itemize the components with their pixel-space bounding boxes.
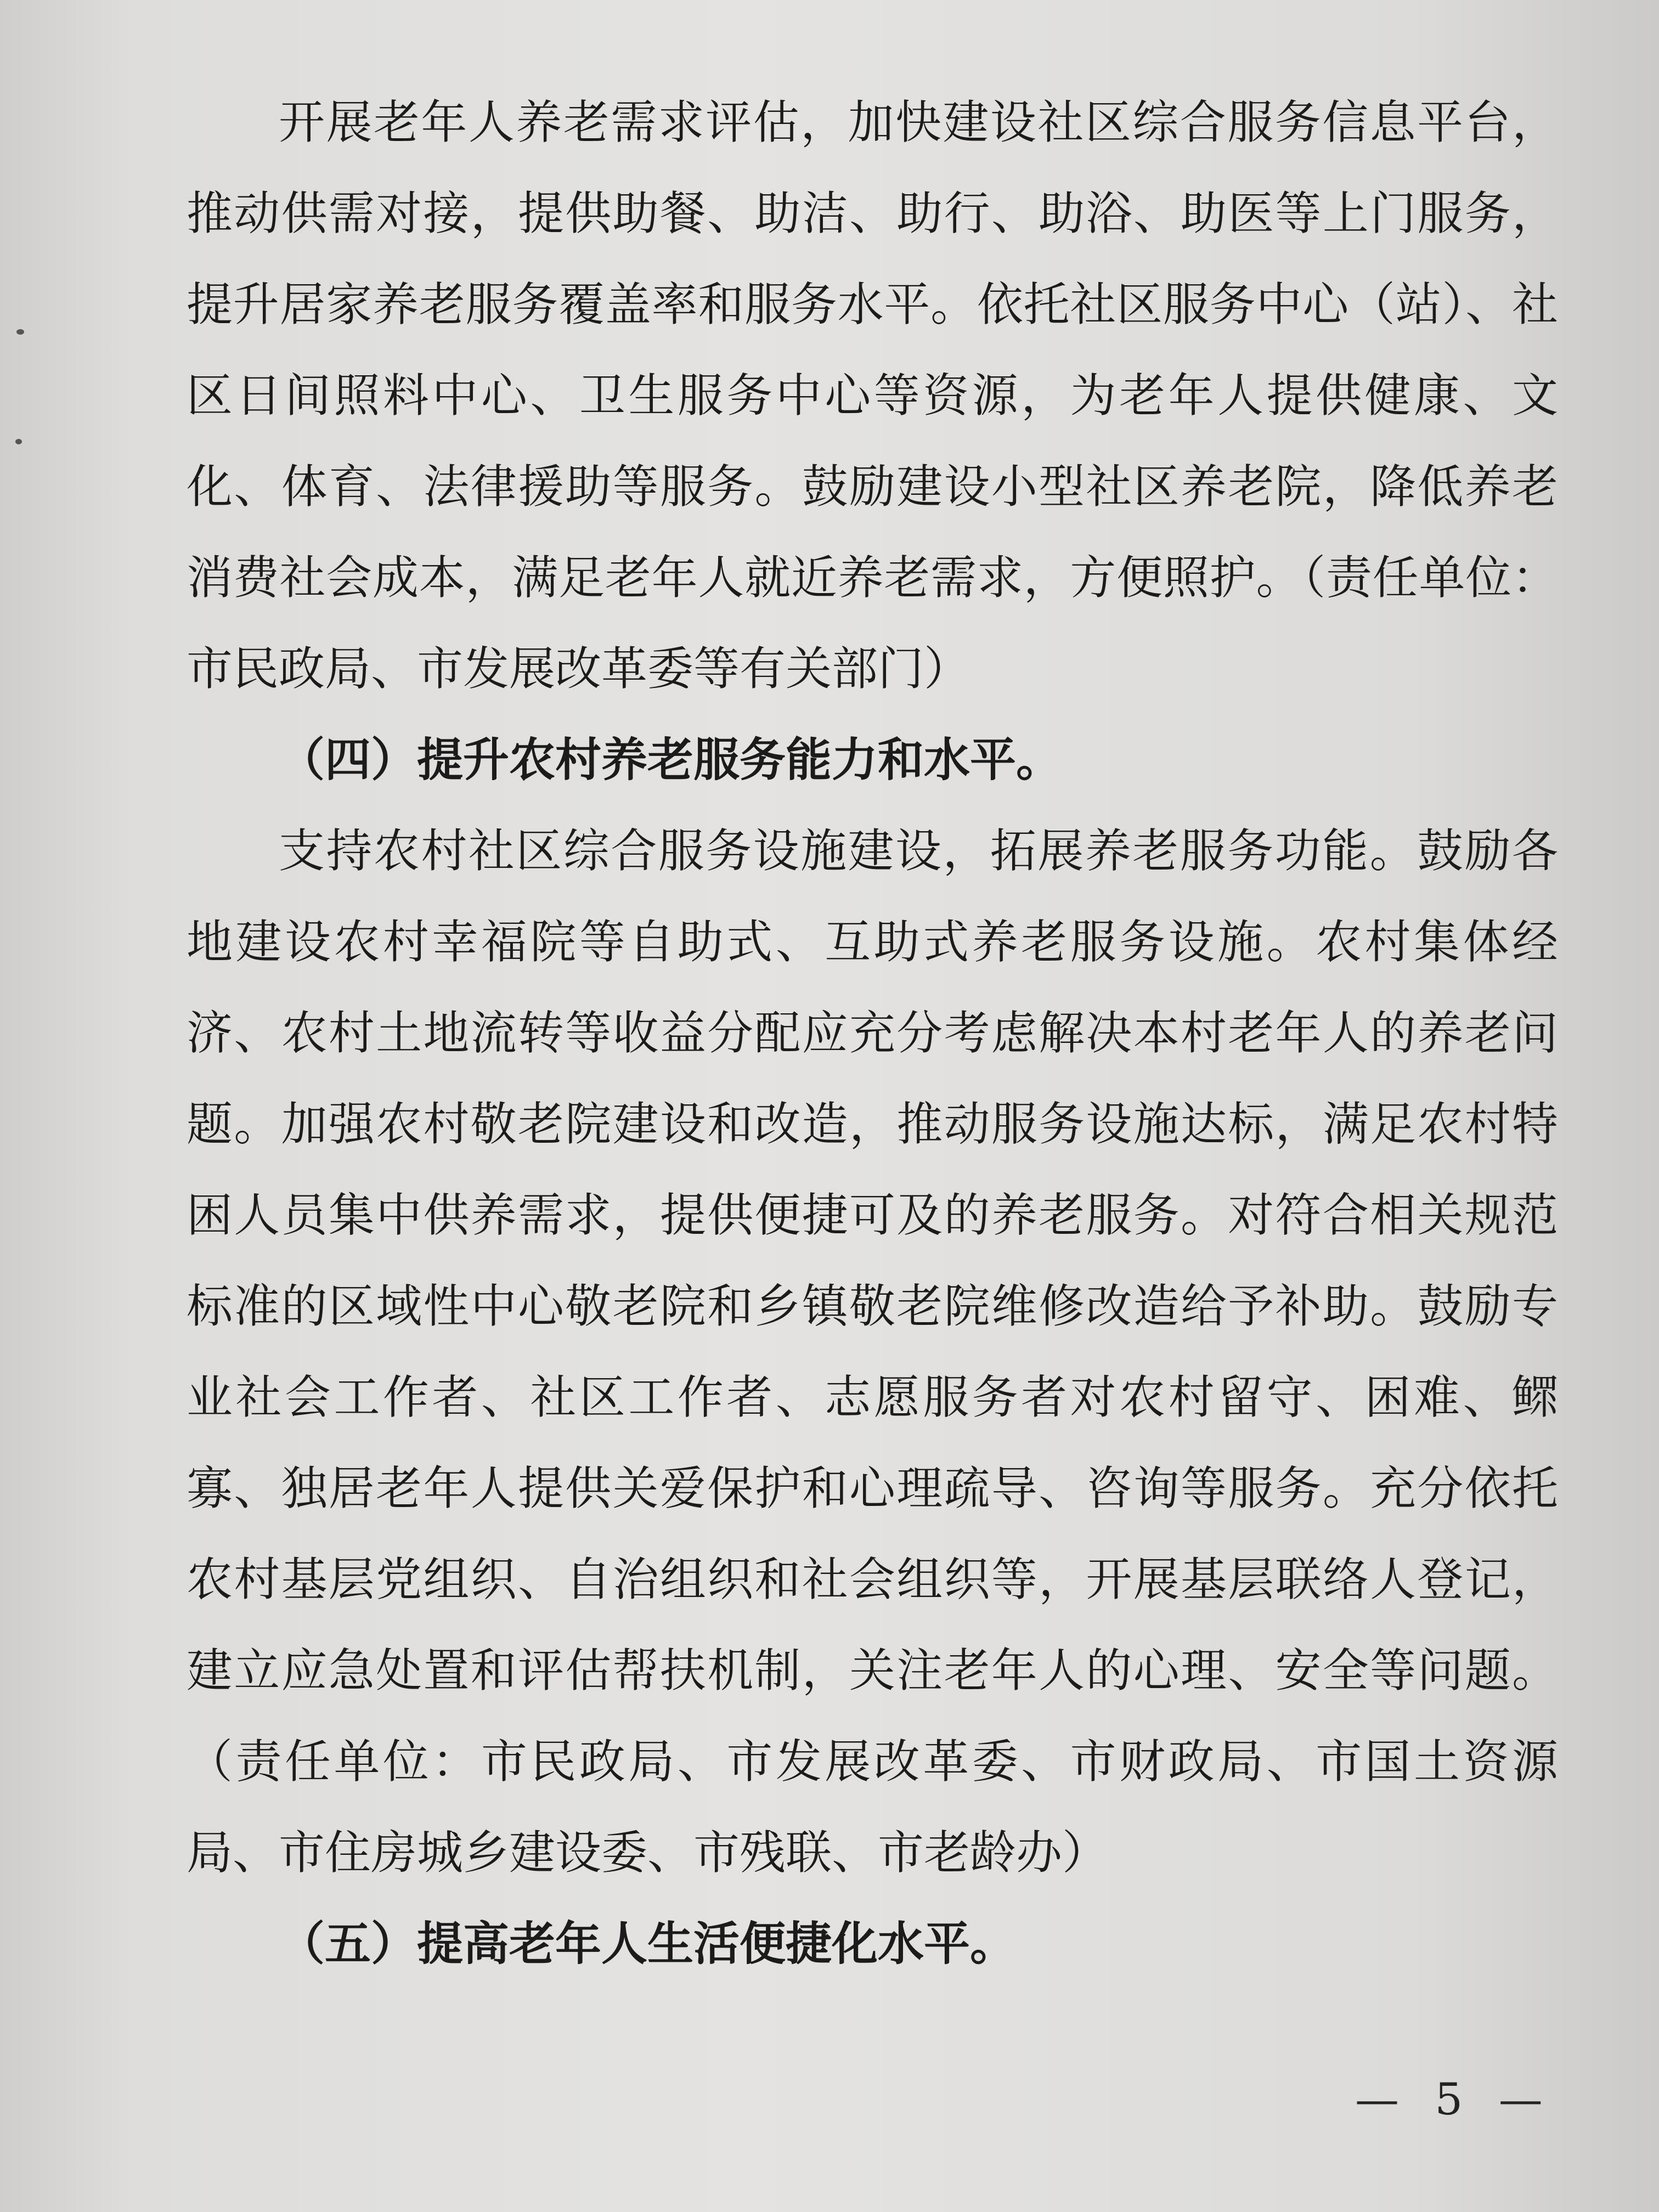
- section-heading-convenience: （五）提高老年人生活便捷化水平。: [279, 1917, 1017, 1971]
- section-heading-rural: （四）提升农村养老服务能力和水平。: [279, 733, 1063, 787]
- paragraph-home-care: 开展老年人养老需求评估，加快建设社区综合服务信息平台，推动供需对接，提供助餐、助洁、助行、助浴、助医等上门服务，提升居家养老服务覆盖率和服务水平。依托社区服务中心（站）、社区日间照料中心、卫生服务中心等资源，为老年人提供健康、文化、体育、法律援助等服务。鼓励建设小型社区养老院，降低养老消费社会成本，满足老年人就近养老需求，方便照护。（责任单位：市民政局、市发展改革委等有关部门）: [187, 95, 1558, 696]
- paper-mark: [16, 329, 24, 335]
- paragraph-rural-care: 支持农村社区综合服务设施建设，拓展养老服务功能。鼓励各地建设农村幸福院等自助式、互助式养老服务设施。农村集体经济、农村土地流转等收益分配应充分考虑解决本村老年人的养老问题。加强农村敬老院建设和改造，推动服务设施达标，满足农村特困人员集中供养需求，提供便捷可及的养老服务。对符合相关规范标准的区域性中心敬老院和乡镇敬老院维修改造给予补助。鼓励专业社会工作者、社区工作者、志愿服务者对农村留守、困难、鳏寡、独居老年人提供关爱保护和心理疏导、咨询等服务。充分依托农村基层党组织、自治组织和社会组织等，开展基层联络人登记，建立应急处置和评估帮扶机制，关注老年人的心理、安全等问题。（责任单位：市民政局、市发展改革委、市财政局、市国土资源局、市住房城乡建设委、市残联、市老龄办）: [187, 824, 1558, 1880]
- paper-mark: [15, 439, 22, 444]
- document-body: [187, 77, 1558, 1989]
- page-number: — 5 —: [1355, 2074, 1554, 2125]
